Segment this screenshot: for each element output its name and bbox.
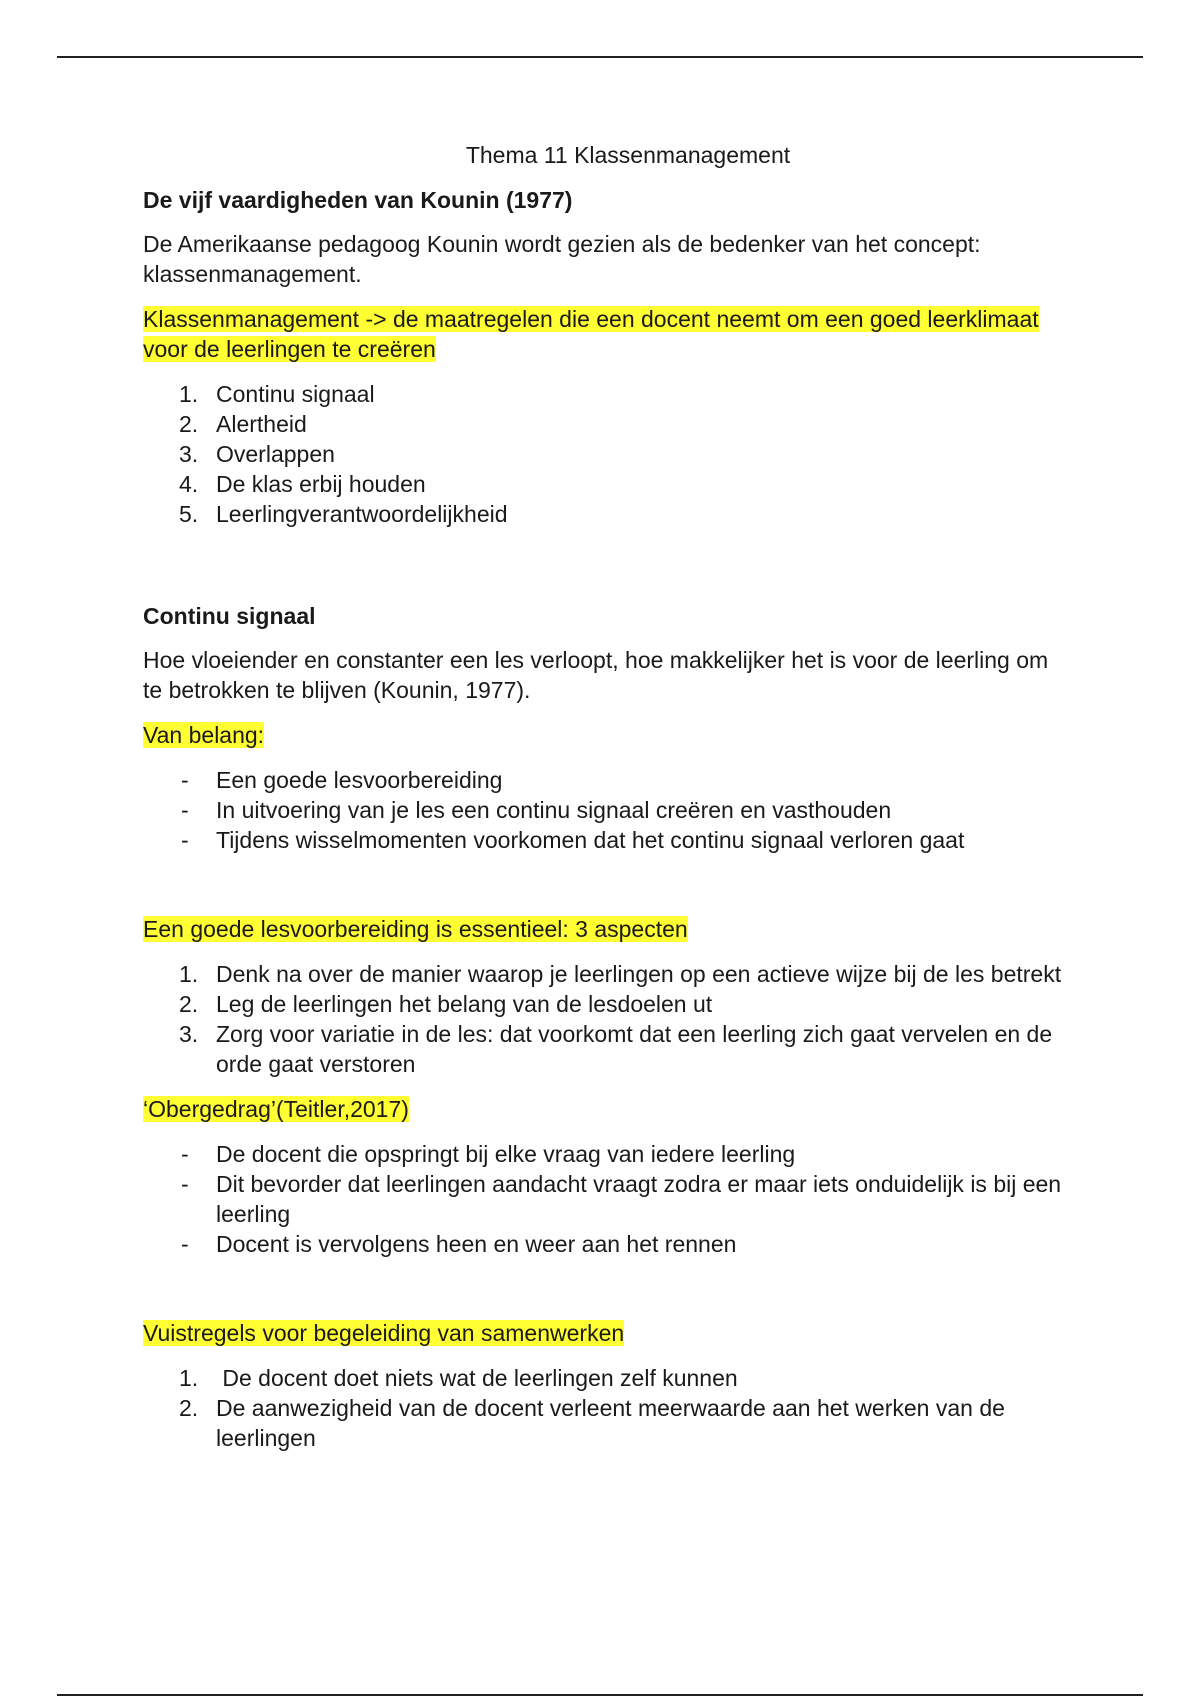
list-item: 2. Leg de leerlingen het belang van de lesdoelen ut [179, 991, 713, 1017]
skills-list [143, 379, 1073, 529]
continu-intro-paragraph: Hoe vloeiender en constanter een les verloopt, hoe makkelijker het is voor de leerling om te betrokken te blijven (Kounin, 1977). [143, 647, 1049, 703]
list-item: 1. De docent doet niets wat de leerlingen zelf kunnen [179, 1365, 738, 1391]
list-item: - Een goede lesvoorbereiding [181, 767, 503, 793]
bottom-rule [57, 1694, 1143, 1696]
spacer [143, 870, 1073, 914]
list-item: - Dit bevorder dat leerlingen aandacht vraagt zodra er maar iets onduidelijk is bij een leerling [181, 1171, 1062, 1227]
list-item: 5. Leerlingverantwoordelijkheid [179, 501, 508, 527]
definition-paragraph [143, 304, 1073, 364]
van-belang-label: Van belang: [143, 722, 265, 748]
list-item: 3. Overlappen [179, 441, 335, 467]
spacer [143, 544, 1073, 601]
list-item: - De docent die opspringt bij elke vraag van iedere leerling [181, 1141, 796, 1167]
van-belang-list [143, 765, 1073, 855]
list-item: 2. De aanwezigheid van de docent verleent meerwaarde aan het werken van de leerlingen [179, 1395, 1005, 1451]
vuistregels-list [143, 1363, 1073, 1453]
list-item: - Tijdens wisselmomenten voorkomen dat het continu signaal verloren gaat [181, 827, 965, 853]
list-item: 3. Zorg voor variatie in de les: dat voorkomt dat een leerling zich gaat vervelen en de orde gaat verstoren [179, 1021, 1053, 1077]
document-body [143, 140, 1073, 1468]
definition-highlight: Klassenmanagement -> de maatregelen die een docent neemt om een goed leerklimaat voor de leerlingen te creëren [143, 306, 1039, 362]
intro-paragraph: De Amerikaanse pedagoog Kounin wordt gezien als de bedenker van het concept: klassenmanagement. [143, 231, 981, 287]
list-item: 2. Alertheid [179, 411, 307, 437]
list-item: - Docent is vervolgens heen en weer aan het rennen [181, 1231, 737, 1257]
section-heading-kounin: De vijf vaardigheden van Kounin (1977) [143, 187, 573, 213]
document-title: Thema 11 Klassenmanagement [465, 142, 791, 168]
obergedrag-label: ‘Obergedrag’(Teitler,2017) [143, 1096, 409, 1122]
list-item: - In uitvoering van je les een continu signaal creëren en vasthouden [181, 797, 892, 823]
lesvoorbereiding-label: Een goede lesvoorbereiding is essentieel: 3 aspecten [143, 916, 688, 942]
list-item: 1. Continu signaal [179, 381, 375, 407]
obergedrag-list [143, 1139, 1073, 1259]
vuistregels-label: Vuistregels voor begeleiding van samenwerken [143, 1320, 625, 1346]
aspecten-list [143, 959, 1073, 1079]
list-item: 4. De klas erbij houden [179, 471, 426, 497]
top-rule [57, 56, 1143, 58]
section-heading-continu-signaal: Continu signaal [143, 603, 316, 629]
spacer [143, 1274, 1073, 1318]
list-item: 1. Denk na over de manier waarop je leerlingen op een actieve wijze bij de les betrekt [179, 961, 1062, 987]
